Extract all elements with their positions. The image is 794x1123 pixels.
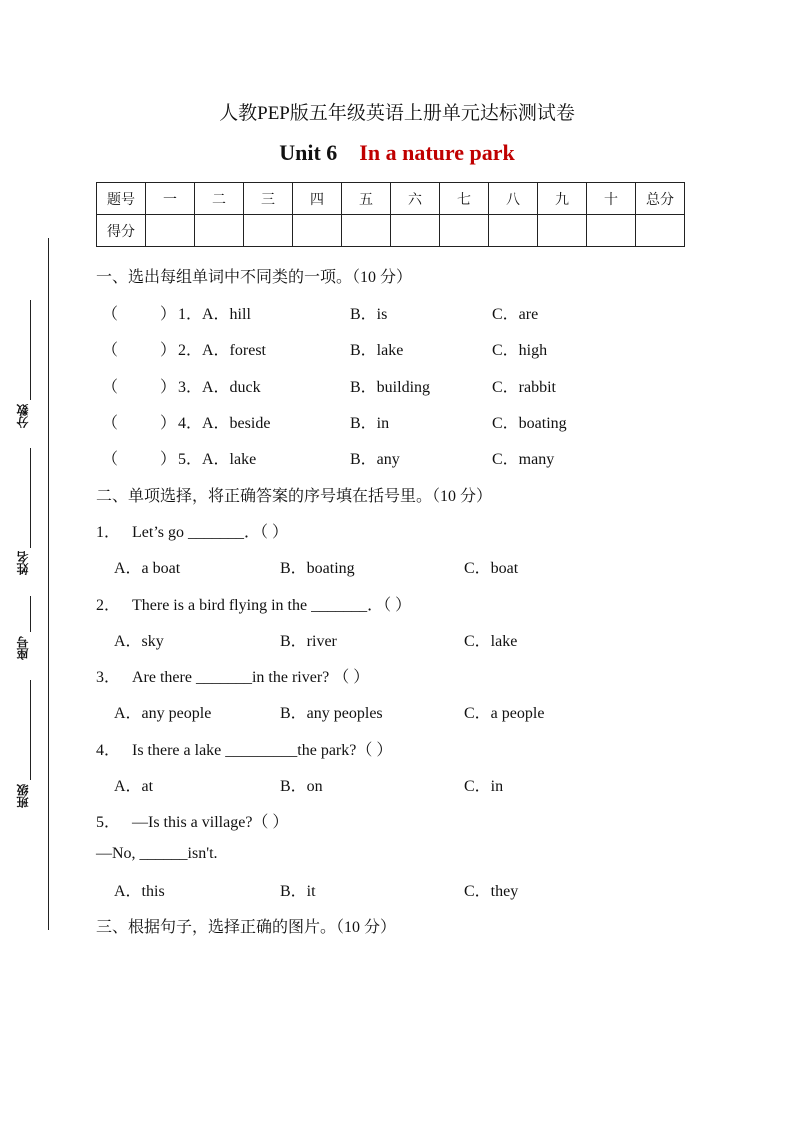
section1-heading: 一、选出每组单词中不同类的一项。（10 分） [96, 269, 413, 286]
table-cell: 四 [293, 183, 342, 215]
table-cell: 总分 [636, 183, 685, 215]
class-label: 班级 [16, 784, 30, 808]
score-entry-cell[interactable] [538, 215, 587, 247]
score-entry-cell[interactable] [391, 215, 440, 247]
option-a: 5．A．lake [178, 451, 257, 468]
answer-paren-close: ） [160, 342, 177, 359]
option-a: 3．A．duck [178, 379, 261, 396]
option-c: C．boat [464, 560, 519, 577]
question-number: 2． [96, 597, 121, 614]
question-text[interactable]: There is a bird flying in the _______．（ ） [132, 597, 412, 614]
name-label: 姓名 [16, 551, 30, 575]
option-c: C．lake [464, 633, 518, 650]
score-entry-cell[interactable] [146, 215, 195, 247]
answer-paren-open[interactable]: （ [102, 342, 119, 359]
table-cell: 五 [342, 183, 391, 215]
binding-margin-line [48, 238, 49, 930]
question-text[interactable]: Is there a lake _________the park?（ ） [132, 742, 393, 759]
option-c: C．high [492, 342, 548, 359]
option-c: C．many [492, 451, 555, 468]
score-table-score-row [97, 215, 685, 247]
option-b: B．lake [350, 342, 404, 359]
score-entry-cell[interactable] [342, 215, 391, 247]
unit-topic: In a nature park [359, 140, 515, 165]
answer-paren-open[interactable]: （ [102, 379, 119, 396]
table-cell: 八 [489, 183, 538, 215]
table-cell: 三 [244, 183, 293, 215]
question-text[interactable]: Are there _______in the river? （ ） [132, 669, 370, 686]
table-cell: 题号 [97, 183, 146, 215]
score-table [96, 182, 685, 247]
table-cell: 七 [440, 183, 489, 215]
score-label: 分数 [16, 404, 30, 428]
option-b: B．boating [280, 560, 355, 577]
option-c: C．in [464, 778, 504, 795]
option-a: 4．A．beside [178, 415, 271, 432]
unit-number: Unit 6 [279, 140, 338, 165]
answer-paren-close: ） [160, 379, 177, 396]
answer-paren-close: ） [160, 415, 177, 432]
question-number: 4． [96, 742, 121, 759]
seat-fill-line[interactable] [30, 596, 31, 632]
section3-heading: 三、根据句子，选择正确的图片。（10 分） [96, 919, 397, 936]
score-entry-cell[interactable] [293, 215, 342, 247]
unit-heading [0, 140, 794, 166]
answer-paren-open[interactable]: （ [102, 415, 119, 432]
seat-label: 座号 [16, 636, 30, 660]
score-entry-cell[interactable] [489, 215, 538, 247]
question-text[interactable]: —Is this a village?（ ） [132, 814, 289, 831]
section2-heading: 二、单项选择，将正确答案的序号填在括号里。（10 分） [96, 488, 493, 505]
answer-paren-open[interactable]: （ [102, 306, 119, 323]
option-c: C．boating [492, 415, 567, 432]
option-a: A．at [114, 778, 154, 795]
score-table-header-row [97, 183, 685, 215]
exam-title: 人教PEP版五年级英语上册单元达标测试卷 [219, 103, 575, 124]
option-a: A．any people [114, 705, 212, 722]
table-cell: 二 [195, 183, 244, 215]
option-b: B．in [350, 415, 390, 432]
score-entry-cell[interactable] [440, 215, 489, 247]
table-cell: 九 [538, 183, 587, 215]
option-b: B．any [350, 451, 400, 468]
option-a: A．a boat [114, 560, 181, 577]
question-followup[interactable]: —No, ______isn't. [96, 845, 218, 862]
option-a: 2．A．forest [178, 342, 266, 359]
class-fill-line[interactable] [30, 680, 31, 780]
question-text[interactable]: Let’s go _______．（ ） [132, 524, 288, 541]
table-cell: 十 [587, 183, 636, 215]
option-a: A．this [114, 883, 165, 900]
table-cell: 得分 [97, 215, 146, 247]
answer-paren-open[interactable]: （ [102, 451, 119, 468]
question-number: 5． [96, 814, 121, 831]
option-c: C．they [464, 883, 519, 900]
table-cell: 一 [146, 183, 195, 215]
question-number: 1． [96, 524, 121, 541]
option-b: B．building [350, 379, 431, 396]
option-b: B．it [280, 883, 316, 900]
option-b: B．is [350, 306, 388, 323]
question-number: 3． [96, 669, 121, 686]
option-a: A．sky [114, 633, 164, 650]
table-cell: 六 [391, 183, 440, 215]
score-fill-line[interactable] [30, 300, 31, 400]
option-c: C．are [492, 306, 539, 323]
option-c: C．a people [464, 705, 545, 722]
name-fill-line[interactable] [30, 448, 31, 548]
score-entry-cell[interactable] [636, 215, 685, 247]
answer-paren-close: ） [160, 306, 177, 323]
option-b: B．on [280, 778, 323, 795]
score-entry-cell[interactable] [587, 215, 636, 247]
option-b: B．river [280, 633, 337, 650]
option-c: C．rabbit [492, 379, 556, 396]
option-b: B．any peoples [280, 705, 383, 722]
option-a: 1．A．hill [178, 306, 251, 323]
answer-paren-close: ） [160, 451, 177, 468]
score-entry-cell[interactable] [244, 215, 293, 247]
score-entry-cell[interactable] [195, 215, 244, 247]
